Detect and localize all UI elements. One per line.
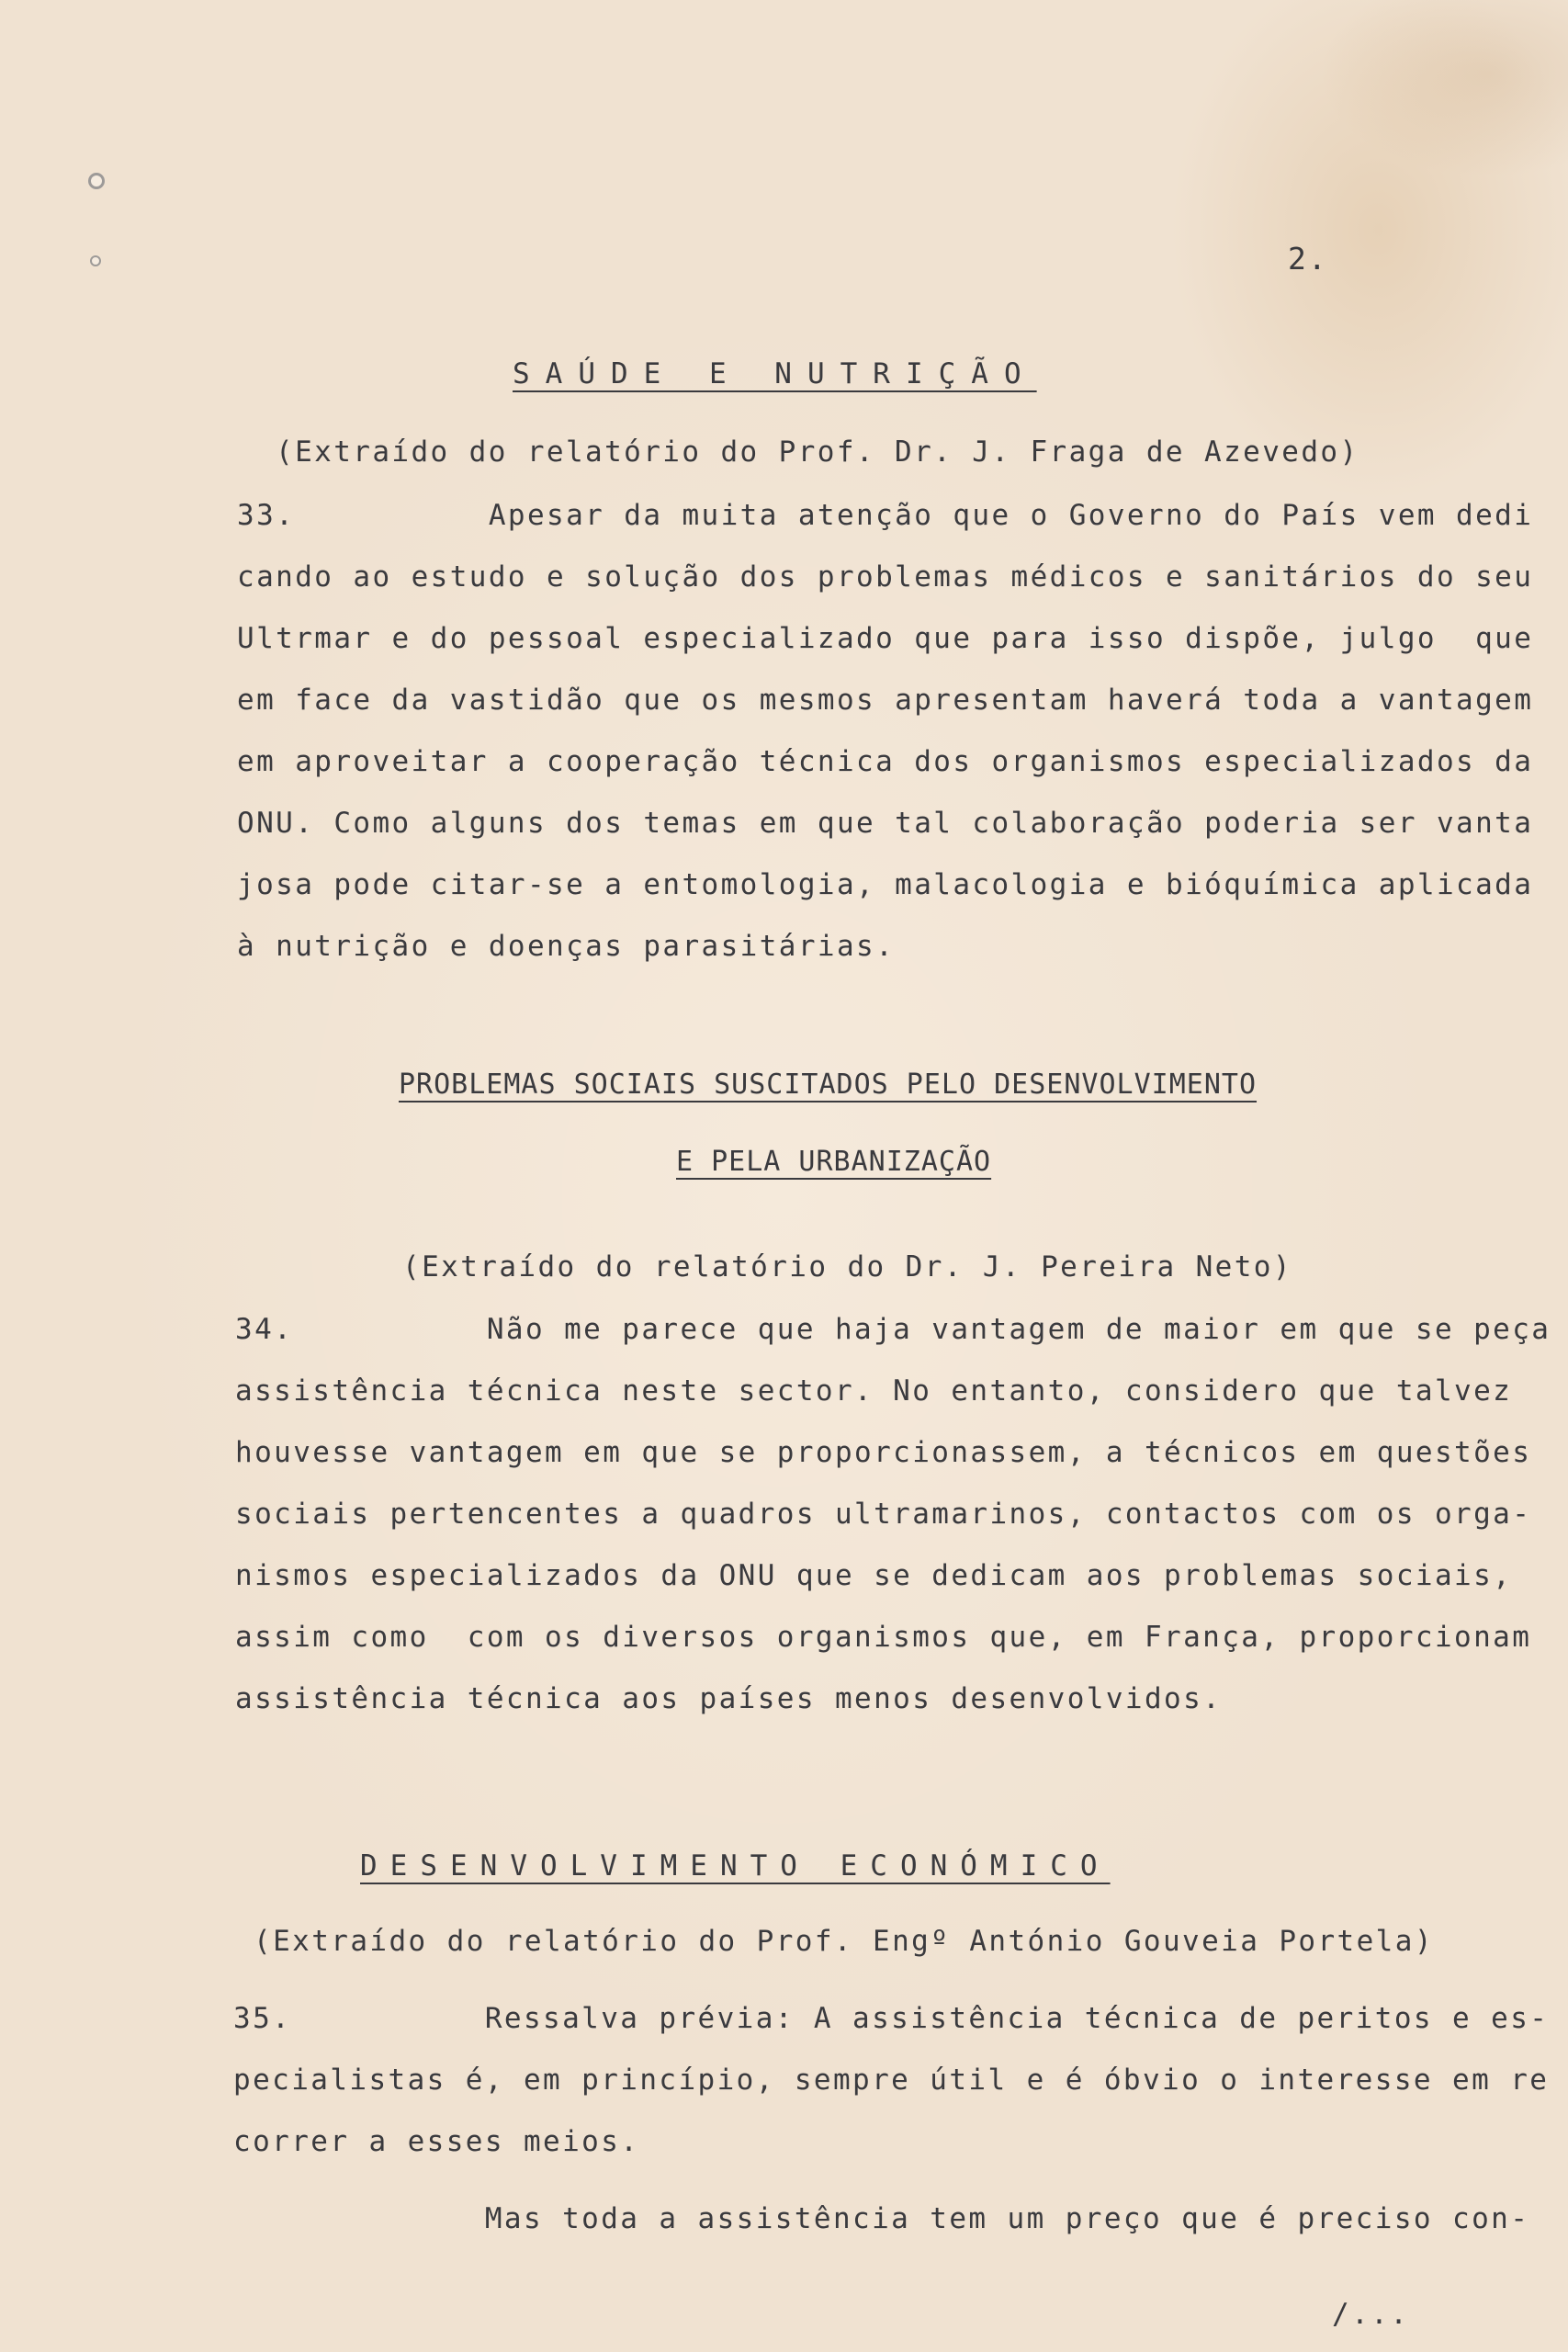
section-source: (Extraído do relatório do Dr. J. Pereira Neto)	[402, 1250, 1292, 1283]
punch-hole-icon	[90, 255, 101, 266]
paragraph-line: ONU. Como alguns dos temas em que tal colaboração poderia ser vanta	[237, 807, 1534, 840]
paragraph-line: houvesse vantagem em que se proporcionassem, a técnicos em questões	[235, 1436, 1532, 1469]
section-heading-saude: SAÚDE E NUTRIÇÃO	[513, 357, 1037, 390]
section-source: (Extraído do relatório do Prof. Dr. J. Fraga de Azevedo)	[276, 435, 1359, 469]
paragraph-line: correr a esses meios.	[233, 2125, 640, 2158]
section-heading-desenvolvimento-economico: DESENVOLVIMENTO ECONÓMICO	[360, 1849, 1111, 1883]
paragraph-line: sociais pertencentes a quadros ultramarinos, contactos com os orga-	[235, 1498, 1532, 1531]
paragraph-line: 33. Apesar da muita atenção que o Governo do País vem dedi	[237, 499, 1534, 532]
paragraph-line: 35. Ressalva prévia: A assistência técnica de peritos e es-	[233, 2002, 1550, 2035]
paragraph-line: josa pode citar-se a entomologia, malacologia e bióquímica aplicada	[237, 868, 1534, 901]
paragraph-line: Ultrmar e do pessoal especializado que para isso dispõe, julgo que	[237, 622, 1534, 655]
paragraph-line: 34. Não me parece que haja vantagem de maior em que se peça	[235, 1313, 1551, 1346]
paragraph-line: assistência técnica neste sector. No entanto, considero que talvez	[235, 1374, 1513, 1408]
section-heading-urbanizacao: E PELA URBANIZAÇÃO	[676, 1146, 992, 1178]
paragraph-line: em face da vastidão que os mesmos apresentam haverá toda a vantagem	[237, 684, 1534, 717]
paragraph-line: Mas toda a assistência tem um preço que é preciso con-	[233, 2202, 1530, 2235]
punch-hole-icon	[88, 173, 105, 189]
paragraph-line: em aproveitar a cooperação técnica dos organismos especializados da	[237, 745, 1534, 778]
paragraph-line: nismos especializados da ONU que se dedicam aos problemas sociais,	[235, 1559, 1513, 1592]
section-heading-problemas-sociais: PROBLEMAS SOCIAIS SUSCITADOS PELO DESENVOLVIMENTO	[399, 1069, 1258, 1101]
continuation-mark: /...	[1332, 2298, 1410, 2331]
section-source: (Extraído do relatório do Prof. Engº António Gouveia Portela)	[254, 1925, 1434, 1958]
paragraph-line: cando ao estudo e solução dos problemas médicos e sanitários do seu	[237, 560, 1534, 594]
paragraph-line: assistência técnica aos países menos desenvolvidos.	[235, 1682, 1223, 1715]
paragraph-line: à nutrição e doenças parasitárias.	[237, 930, 896, 963]
paragraph-line: assim como com os diversos organismos que, em França, proporcionam	[235, 1621, 1532, 1654]
paragraph-line: pecialistas é, em princípio, sempre útil e é óbvio o interesse em re	[233, 2064, 1550, 2097]
page-number: 2.	[1288, 241, 1328, 277]
